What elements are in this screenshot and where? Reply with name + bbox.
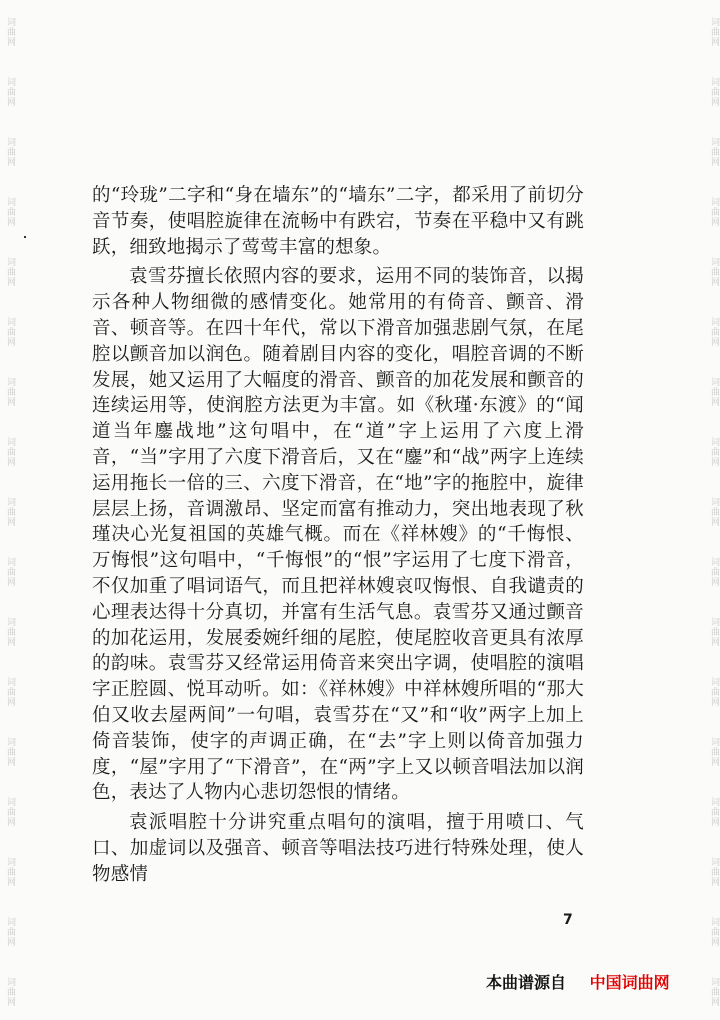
watermark-mark: 词曲网 [709, 17, 719, 47]
watermark-mark: 词曲网 [5, 17, 15, 47]
watermark-mark: 词曲网 [5, 377, 15, 407]
watermark-mark: 词曲网 [5, 137, 15, 167]
watermark-mark: 词曲网 [5, 797, 15, 827]
watermark-mark: 词曲网 [709, 977, 719, 1007]
watermark-mark: 词曲网 [709, 437, 719, 467]
watermark-mark: 词曲网 [5, 257, 15, 287]
watermark-mark: 词曲网 [5, 77, 15, 107]
page-body [92, 183, 584, 888]
watermark-mark: 词曲网 [5, 617, 15, 647]
watermark-mark: 词曲网 [709, 617, 719, 647]
watermark-mark: 词曲网 [709, 317, 719, 347]
watermark-mark: 词曲网 [709, 677, 719, 707]
paragraph-key-phrases: 袁派唱腔十分讲究重点唱句的演唱，擅于用喷口、气口、加虚词以及强音、顿音等唱法技巧进行特殊处理，使人物感情 [92, 812, 584, 885]
watermark-mark: 词曲网 [709, 497, 719, 527]
paragraph-ornaments: 袁雪芬擅长依照内容的要求，运用不同的装饰音，以揭示各种人物细微的感情变化。她常用的有倚音、颤音、滑音、顿音等。在四十年代，常以下滑音加强悲剧气氛，在尾腔以颤音加以润色。随着剧目内容的变化，唱腔音调的不断发展，她又运用了大幅度的滑音、颤音的加花发展和颤音的连续运用等，使润腔方法更为丰富。如《秋瑾·东渡》的“闻道当年鏖战地”这句唱中，在“道”字上运用了六度上滑音，“当”字用了六度下滑音后，又在“鏖”和“战”两字上连续运用拖长一倍的三、六度下滑音，在“地”字的拖腔中，旋律层层上扬，音调激昂、坚定而富有推动力，突出地表现了秋瑾决心光复祖国的英雄气概。而在《祥林嫂》的“千悔恨、万悔恨”这句唱中，“千悔恨”的“恨”字运用了七度下滑音，不仅加重了唱词语气，而且把祥林嫂哀叹悔恨、自我谴责的心理表达得十分真切，并富有生活气息。袁雪芬又通过颤音的加花运用，发展委婉纤细的尾腔，使尾腔收音更具有浓厚的韵味。袁雪芬又经常运用倚音来突出字调，使唱腔的演唱字正腔圆、悦耳动听。如：《祥林嫂》中祥林嫂所唱的“那大伯又收去屋两间”一句唱，袁雪芬在“又”和“收”两字上加上倚音装饰，使字的声调正确，在“去”字上则以倚音加强力度，“屋”字用了“下滑音”，在“两”字上又以顿音唱法加以润色，表达了人物内心悲切怨恨的情绪。 [92, 266, 584, 804]
watermark-mark: 词曲网 [709, 377, 719, 407]
source-label: 本曲谱源自 [486, 973, 567, 992]
watermark-mark: 词曲网 [5, 197, 15, 227]
right-watermark-strip [704, 0, 720, 1020]
watermark-mark: 词曲网 [709, 137, 719, 167]
watermark-mark: 词曲网 [5, 857, 15, 887]
watermark-mark: 词曲网 [709, 257, 719, 287]
watermark-mark: 词曲网 [5, 737, 15, 767]
watermark-mark: 词曲网 [709, 737, 719, 767]
watermark-mark: 词曲网 [5, 497, 15, 527]
watermark-mark: 词曲网 [709, 857, 719, 887]
source-site-link[interactable]: 中国词曲网 [589, 973, 670, 992]
watermark-mark: 词曲网 [5, 677, 15, 707]
watermark-mark: 词曲网 [709, 797, 719, 827]
left-watermark-strip [0, 0, 16, 1020]
watermark-mark: 词曲网 [5, 557, 15, 587]
source-note [486, 970, 670, 993]
scan-speck [24, 236, 26, 238]
watermark-mark: 词曲网 [5, 317, 15, 347]
watermark-mark: 词曲网 [709, 77, 719, 107]
watermark-mark: 词曲网 [5, 977, 15, 1007]
watermark-mark: 词曲网 [709, 557, 719, 587]
watermark-mark: 词曲网 [5, 437, 15, 467]
watermark-mark: 词曲网 [709, 197, 719, 227]
paragraph-continuation: 的“玲珑”二字和“身在墙东”的“墙东”二字，都采用了前切分音节奏，使唱腔旋律在流畅中有跌宕，节奏在平稳中又有跳跃，细致地揭示了莺莺丰富的想象。 [92, 185, 584, 258]
watermark-mark: 词曲网 [5, 917, 15, 947]
watermark-mark: 词曲网 [709, 917, 719, 947]
page-number: 7 [563, 912, 573, 928]
